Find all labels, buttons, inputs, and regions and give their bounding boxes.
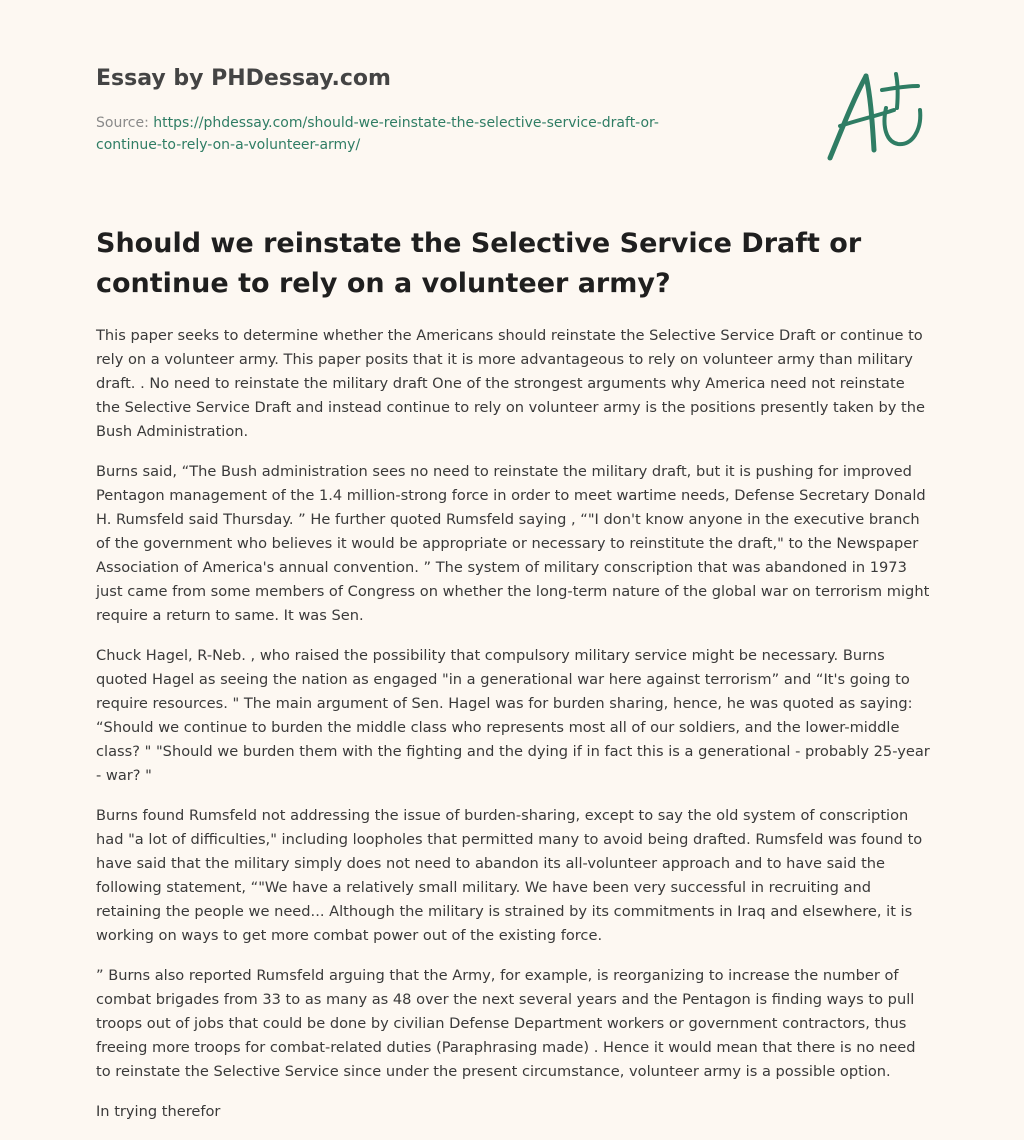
source-line (96, 112, 716, 156)
article-paragraph: Chuck Hagel, R-Neb. , who raised the possibility that compulsory military service might be necessary. Burns quoted Hagel as seeing the nation as engaged "in a generational war here against terrorism” and “It's going to require resources. " The main argument of Sen. Hagel was for burden sharing, hence, he was quoted as saying: “Should we continue to burden the middle class who represents most all of our soldiers, and the lower-middle class? " "Should we burden them with the fighting and the dying if in fact this is a generational - probably 25-year - war? " (96, 647, 930, 784)
brand-title: Essay by PHDessay.com (96, 66, 391, 91)
source-label: Source: (96, 115, 149, 131)
article-paragraph: This paper seeks to determine whether the Americans should reinstate the Selective Service Draft or continue to rely on a volunteer army. This paper posits that it is more advantageous to rely on volunteer army than military draft. . No need to reinstate the military draft One of the strongest arguments why America need not reinstate the Selective Service Draft and instead continue to rely on volunteer army is the positions presently taken by the Bush Administration. (96, 327, 925, 440)
page-header (96, 64, 796, 156)
source-link[interactable]: https://phdessay.com/should-we-reinstate-the-selective-service-draft-or-continue-to-rely-on-a-volunteer-army/ (96, 115, 659, 153)
a-plus-logo-icon (820, 64, 930, 164)
article-paragraph: Burns said, “The Bush administration sees no need to reinstate the military draft, but it is pushing for improved Pentagon management of the 1.4 million-strong force in order to meet wartime needs, Defense Secretary Donald H. Rumsfeld said Thursday. ” He further quoted Rumsfeld saying , “"I don't know anyone in the executive branch of the government who believes it would be appropriate or necessary to reinstitute the draft," to the Newspaper Association of America's annual convention. ” The system of military conscription that was abandoned in 1973 just came from some members of Congress on whether the long-term nature of the global war on terrorism might require a return to same. It was Sen. (96, 463, 930, 624)
article-body (96, 324, 930, 1140)
article-paragraph: ” Burns also reported Rumsfeld arguing that the Army, for example, is reorganizing to increase the number of combat brigades from 33 to as many as 48 over the next several years and the Pentagon is finding ways to pull troops out of jobs that could be done by civilian Defense Department workers or government contractors, thus freeing more troops for combat-related duties (Paraphrasing made) . Hence it would mean that there is no need to reinstate the Selective Service since under the present circumstance, volunteer army is a possible option. (96, 967, 916, 1080)
article-title: Should we reinstate the Selective Service Draft or continue to rely on a volunteer army? (96, 228, 862, 299)
article-paragraph: Burns found Rumsfeld not addressing the issue of burden-sharing, except to say the old system of conscription had "a lot of difficulties," including loopholes that permitted many to avoid being drafted. Rumsfeld was found to have said that the military simply does not need to abandon its all-volunteer approach and to have said the following statement, “"We have a relatively small military. We have been very successful in recruiting and retaining the people we need... Although the military is strained by its commitments in Iraq and elsewhere, it is working on ways to get more combat power out of the existing force. (96, 807, 923, 944)
article-paragraph: In trying therefor (96, 1103, 221, 1120)
